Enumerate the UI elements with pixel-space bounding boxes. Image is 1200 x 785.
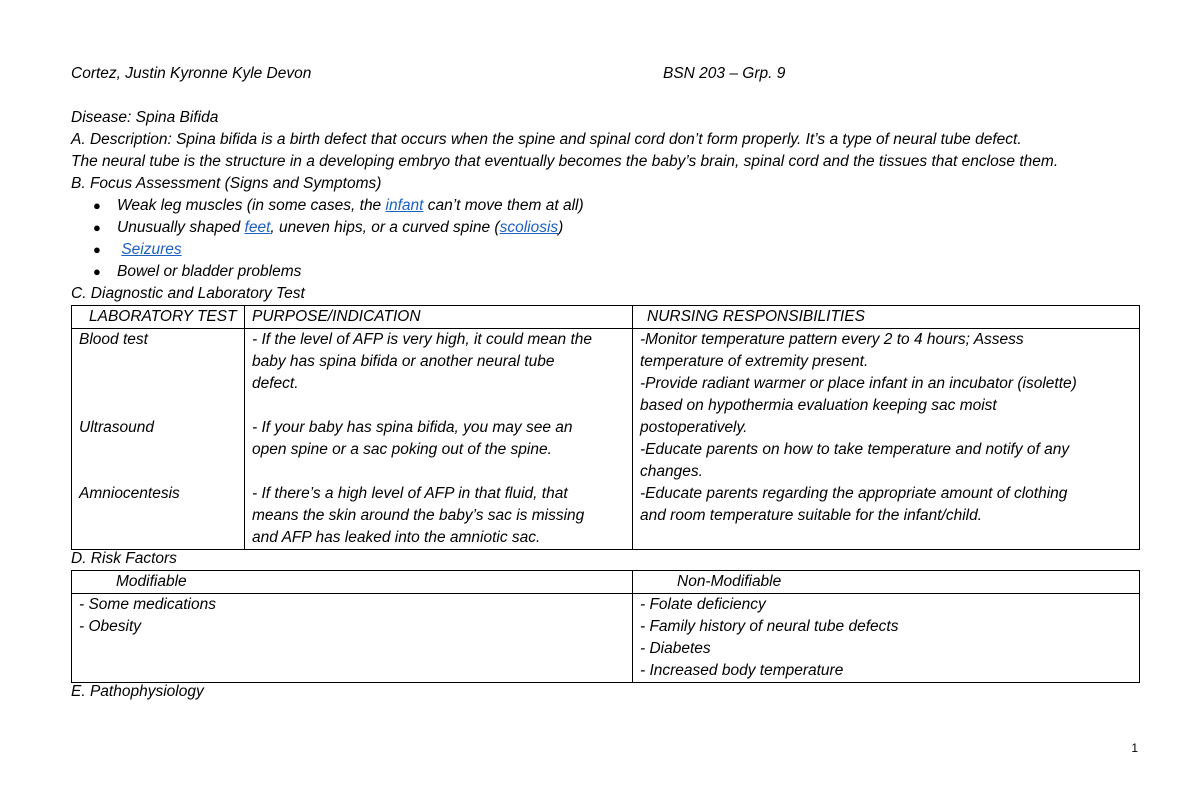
spacer (79, 373, 237, 395)
list-item: - Increased body temperature (640, 662, 844, 679)
test-name: Amniocentesis (79, 485, 180, 502)
table-header: LABORATORY TEST (72, 306, 245, 329)
nursing-line: and room temperature suitable for the infant/child. (640, 507, 983, 524)
author-name: Cortez, Justin Kyronne Kyle Devon (71, 65, 312, 82)
purpose-line: - If there’s a high level of AFP in that fluid, that (252, 485, 568, 502)
link-infant[interactable]: infant (385, 197, 424, 214)
purpose-line: defect. (252, 375, 299, 392)
link-seizures[interactable]: Seizures (121, 241, 182, 258)
spacer (252, 395, 625, 417)
spacer (252, 461, 625, 483)
list-item: - Family history of neural tube defects (640, 618, 899, 635)
purpose-line: open spine or a sac poking out of the spine. (252, 441, 552, 458)
bullet-icon: ● (93, 264, 101, 279)
list-item: - Obesity (79, 618, 142, 635)
bullet-item: ● Unusually shaped feet, uneven hips, or a curved spine (scoliosis) (117, 217, 563, 239)
bullet-item: ● Bowel or bladder problems (117, 261, 301, 283)
bullet-icon: ● (93, 242, 101, 257)
diagnostic-table (71, 305, 1140, 550)
test-name: Blood test (79, 331, 148, 348)
nursing-line: -Provide radiant warmer or place infant in an incubator (isolette) (640, 375, 1077, 392)
purpose-line: baby has spina bifida or another neural tube (252, 353, 555, 370)
table-header: Modifiable (72, 571, 633, 594)
table-header-row (72, 306, 1140, 329)
tests-cell (72, 329, 245, 550)
spacer (79, 395, 237, 417)
table-header: PURPOSE/INDICATION (245, 306, 633, 329)
description-line-2: The neural tube is the structure in a developing embryo that eventually becomes the baby’s brain, spinal cord and the tissues that enclose them. (71, 153, 1059, 170)
purpose-line: - If your baby has spina bifida, you may see an (252, 419, 573, 436)
table-header-row (72, 571, 1140, 594)
purpose-line: and AFP has leaked into the amniotic sac. (252, 529, 541, 546)
nursing-cell (633, 329, 1140, 550)
table-header: NURSING RESPONSIBILITIES (633, 306, 1140, 329)
link-feet[interactable]: feet (244, 219, 271, 236)
list-item: - Diabetes (640, 640, 711, 657)
purpose-line: means the skin around the baby’s sac is missing (252, 507, 585, 524)
list-item: - Some medications (79, 596, 216, 613)
bullet-item (93, 239, 182, 261)
table-header: Non-Modifiable (633, 571, 1140, 594)
page-number: 1 (1131, 741, 1138, 755)
nursing-line: -Educate parents regarding the appropriate amount of clothing (640, 485, 1068, 502)
nursing-line: based on hypothermia evaluation keeping sac moist (640, 397, 997, 414)
table-row (72, 594, 1140, 683)
table-row (72, 329, 1140, 550)
non-modifiable-cell (633, 594, 1140, 683)
list-item: - Folate deficiency (640, 596, 766, 613)
nursing-line: postoperatively. (640, 419, 748, 436)
nursing-line: -Monitor temperature pattern every 2 to 4 hours; Assess (640, 331, 1024, 348)
disease-title: Disease: Spina Bifida (71, 109, 219, 126)
bullet-icon: ● (93, 198, 101, 213)
diagnostic-heading: C. Diagnostic and Laboratory Test (71, 285, 305, 302)
spacer (79, 351, 237, 373)
description-line-1: A. Description: Spina bifida is a birth defect that occurs when the spine and spinal cord don’t form properly. It’s a type of neural tube defect. (71, 131, 1022, 148)
nursing-line: temperature of extremity present. (640, 353, 869, 370)
spacer (79, 439, 237, 461)
spacer (79, 461, 237, 483)
nursing-line: changes. (640, 463, 703, 480)
focus-heading: B. Focus Assessment (Signs and Symptoms) (71, 175, 382, 192)
test-name: Ultrasound (79, 419, 154, 436)
purpose-line: - If the level of AFP is very high, it could mean the (252, 331, 593, 348)
risk-heading: D. Risk Factors (71, 550, 177, 567)
nursing-line: -Educate parents on how to take temperature and notify of any (640, 441, 1070, 458)
purposes-cell (245, 329, 633, 550)
risk-table (71, 570, 1140, 683)
bullet-item: ● Weak leg muscles (in some cases, the infant can’t move them at all) (117, 195, 584, 217)
bullet-icon: ● (93, 220, 101, 235)
modifiable-cell (72, 594, 633, 683)
link-scoliosis[interactable]: scoliosis (499, 219, 559, 236)
course-group: BSN 203 – Grp. 9 (663, 65, 786, 82)
pathophysiology-heading: E. Pathophysiology (71, 683, 204, 700)
